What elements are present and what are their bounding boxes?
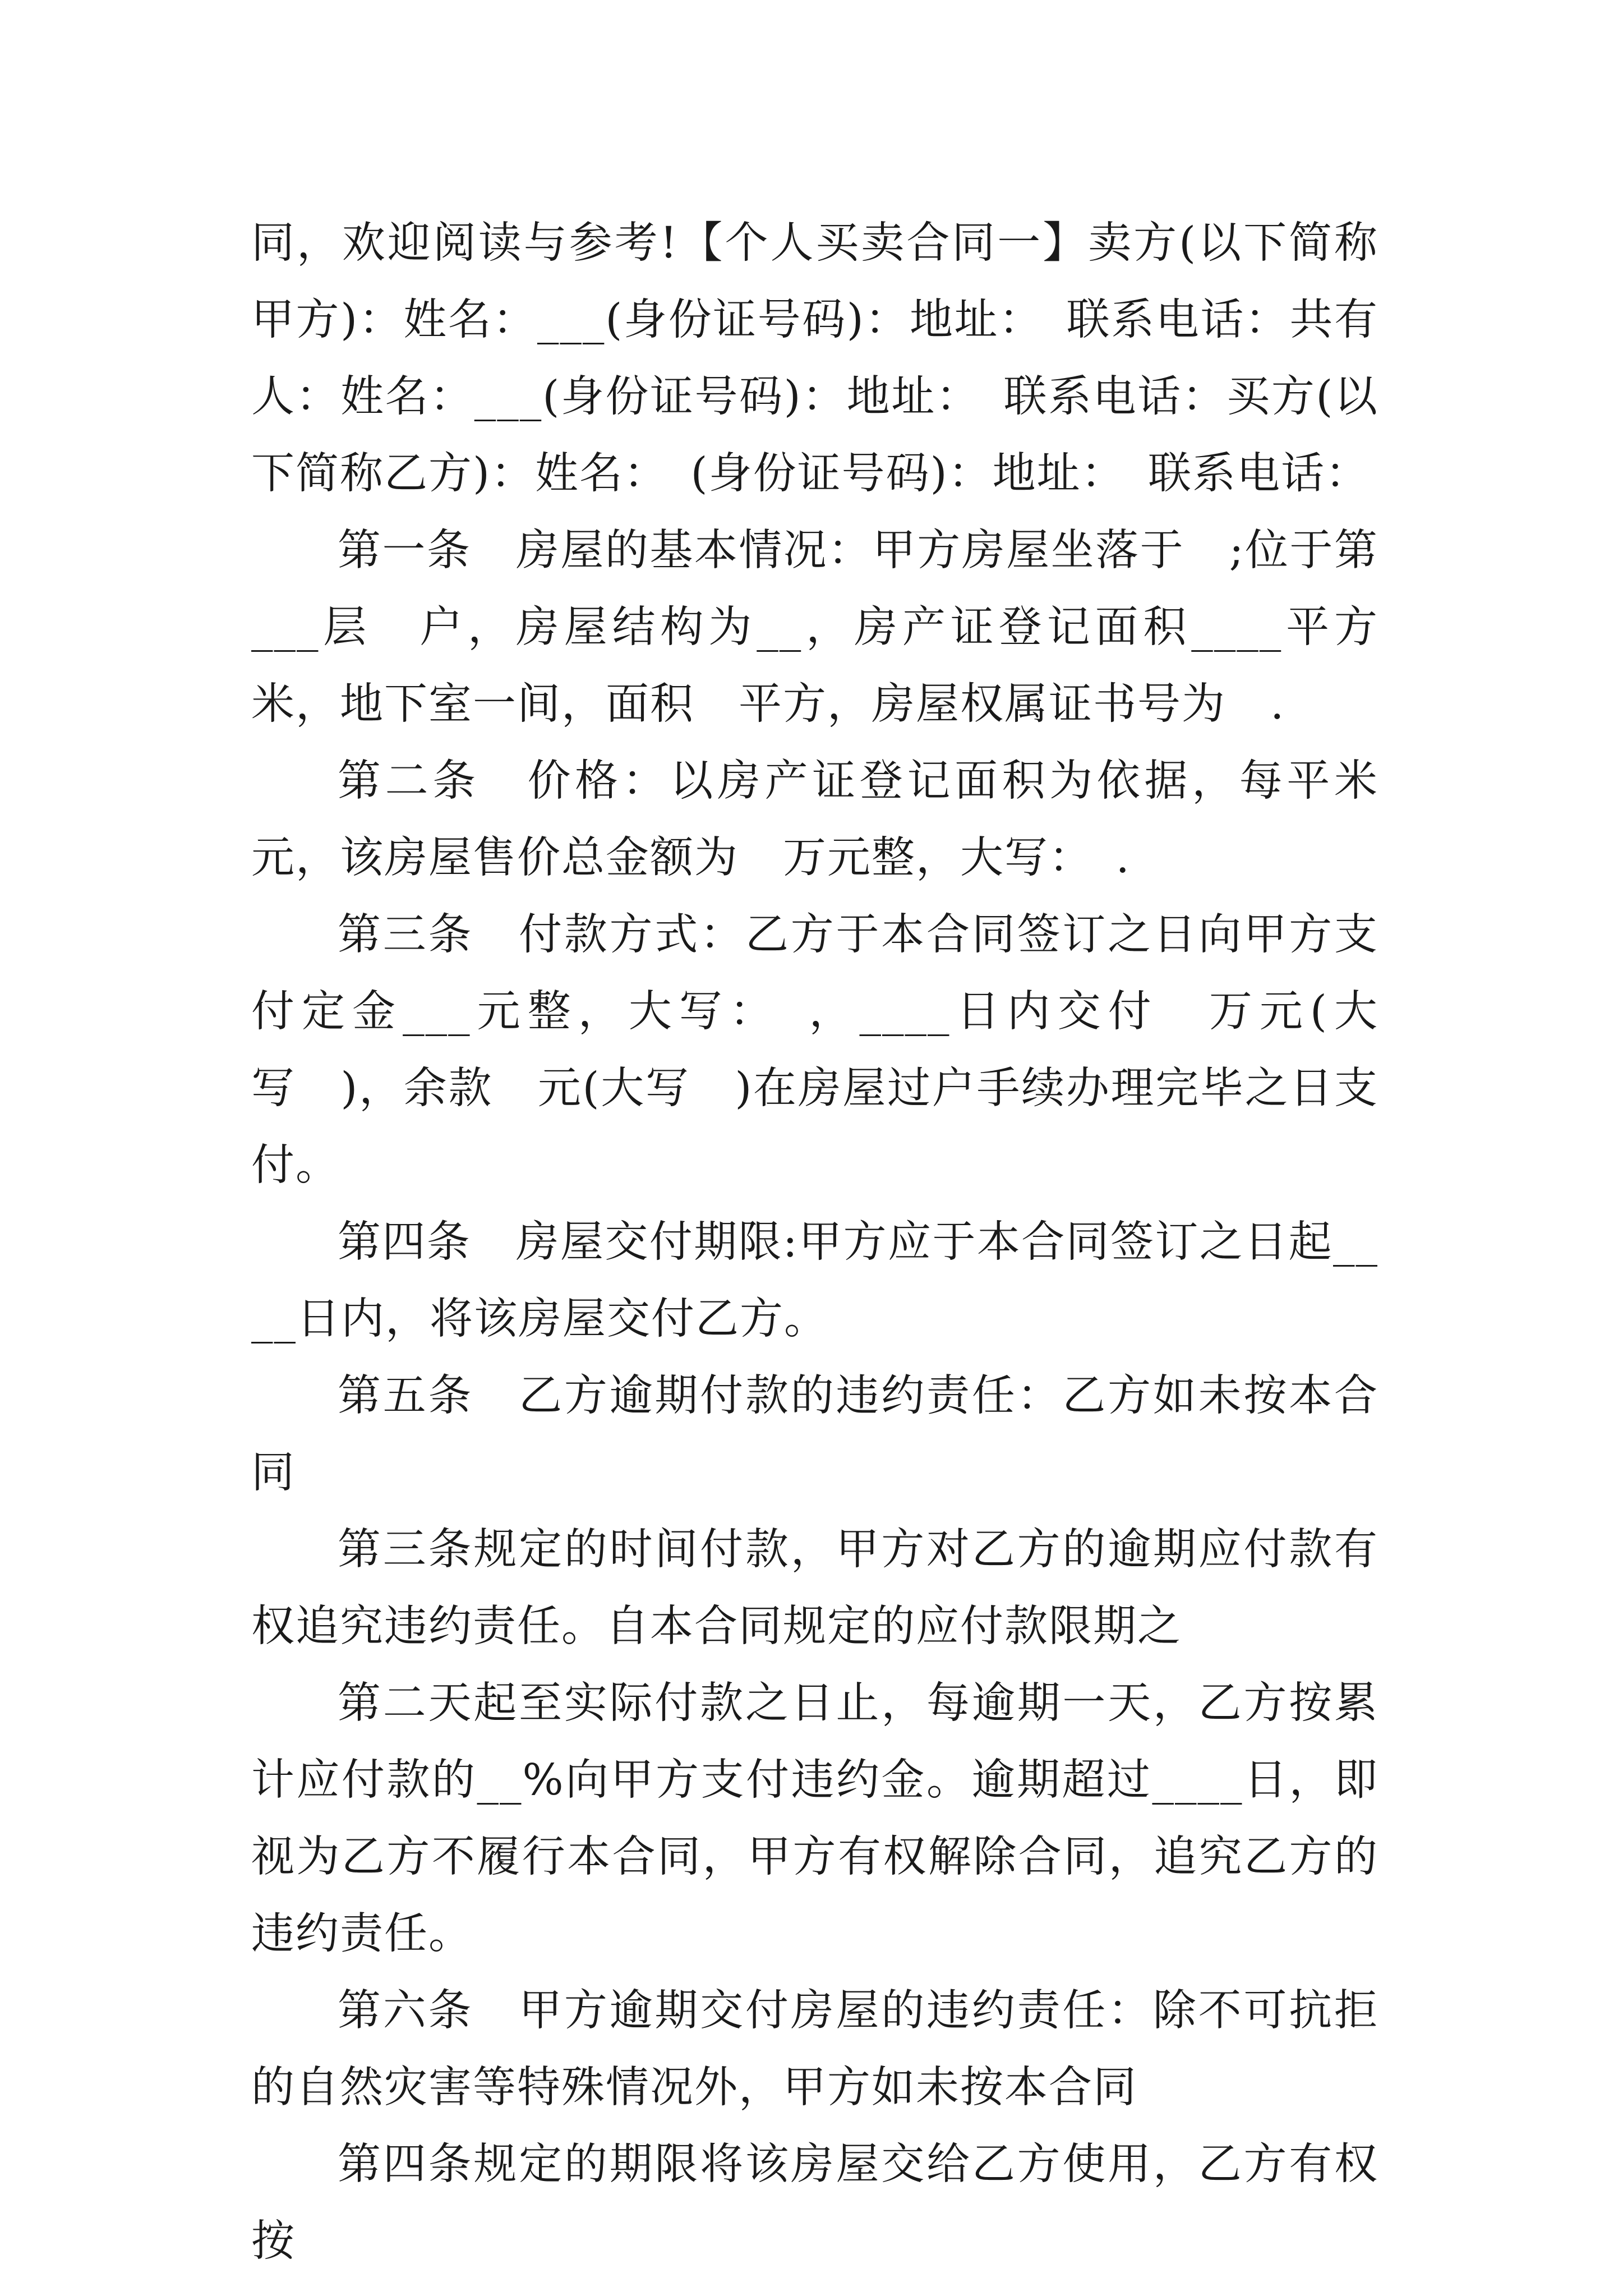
paragraph-article-2: 第二条 价格：以房产证登记面积为依据，每平米 元，该房屋售价总金额为 万元整，大写： . — [251, 756, 1423, 883]
paragraph-article-5-cont: 第三条规定的时间付款，甲方对乙方的逾期应付款有权追究违约责任。自本合同规定的应付款限期之 — [251, 1525, 1378, 1651]
document-body — [251, 205, 1423, 2280]
paragraph-article-4: 第四条 房屋交付期限:甲方应于本合同签订之日起____日内，将该房屋交付乙方。 — [251, 1217, 1378, 1344]
paragraph-article-5: 第五条 乙方逾期付款的违约责任：乙方如未按本合同 — [251, 1371, 1378, 1498]
paragraph-article-6: 第六条 甲方逾期交付房屋的违约责任：除不可抗拒的自然灾害等特殊情况外，甲方如未按本合同 — [251, 1986, 1378, 2113]
paragraph-intro: 同，欢迎阅读与参考!【个人买卖合同一】卖方(以下简称甲方)：姓名：___(身份证号码)：地址： 联系电话：共有人：姓名：___(身份证号码)：地址： 联系电话：买方(以下简称乙方)：姓名： (身份证号码)：地址： 联系电话： — [251, 218, 1378, 499]
paragraph-article-6-cont: 第四条规定的期限将该房屋交给乙方使用，乙方有权按 — [251, 2139, 1378, 2266]
paragraph-article-5-penalty: 第二天起至实际付款之日止，每逾期一天，乙方按累计应付款的__%向甲方支付违约金。逾期超过____日，即视为乙方不履行本合同，甲方有权解除合同，追究乙方的违约责任。 — [251, 1678, 1378, 1959]
paragraph-article-1: 第一条 房屋的基本情况：甲方房屋坐落于 ;位于第___层 户，房屋结构为__，房产证登记面积____平方米，地下室一间，面积 平方，房屋权属证书号为 . — [251, 526, 1378, 729]
paragraph-article-3: 第三条 付款方式：乙方于本合同签订之日向甲方支付定金___元整，大写： ，____日内交付 万元(大写 )，余款 元(大写 )在房屋过户手续办理完毕之日支付。 — [251, 910, 1378, 1190]
